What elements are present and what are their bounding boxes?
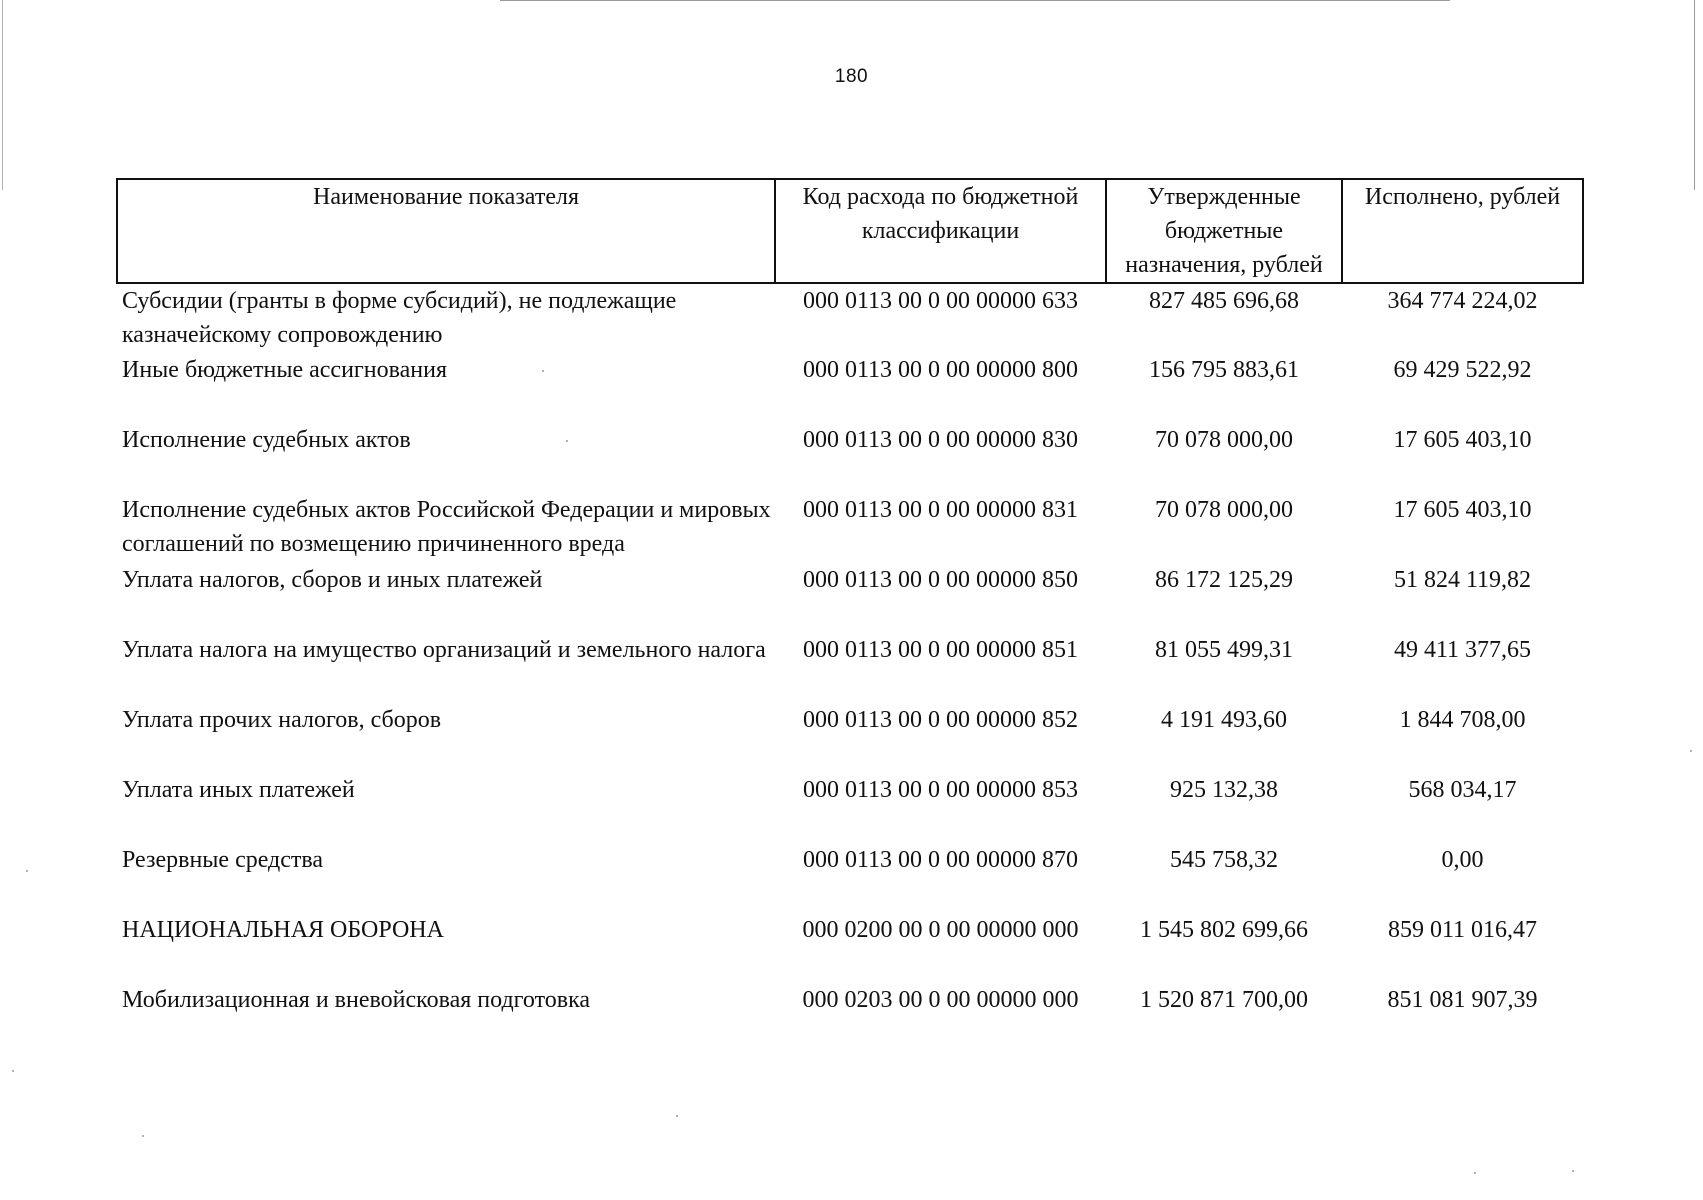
row-expense-code: 000 0113 00 0 00 00000 831 — [802, 497, 1079, 523]
scan-speck — [142, 1135, 144, 1137]
row-expense-code: 000 0113 00 0 00 00000 830 — [802, 427, 1079, 453]
row-indicator-name: Исполнение судебных актов — [122, 427, 411, 453]
row-executed-amount: 568 034,17 — [1408, 777, 1517, 803]
header-expense-code: Код расхода по бюджетной классификации — [775, 179, 1106, 283]
row-indicator-name: Уплата прочих налогов, сборов — [122, 707, 442, 733]
row-approved-amount: 70 078 000,00 — [1155, 427, 1293, 453]
row-executed-amount: 851 081 907,39 — [1387, 987, 1538, 1013]
table-row — [117, 703, 1583, 773]
header-approved-amount: Утвержденные бюджетные назначения, рублей — [1106, 179, 1342, 283]
table-row — [117, 283, 1583, 353]
scan-speck — [1572, 1170, 1574, 1172]
scan-speck — [1474, 1172, 1476, 1174]
scan-speck — [26, 870, 28, 872]
row-expense-code: 000 0113 00 0 00 00000 852 — [802, 707, 1079, 733]
scan-speck — [566, 440, 568, 442]
row-expense-code: 000 0200 00 0 00 00000 000 — [802, 917, 1079, 943]
scan-speck — [12, 1070, 14, 1072]
row-indicator-name: Уплата иных платежей — [122, 777, 355, 803]
scan-speck — [542, 370, 544, 372]
row-indicator-name: Исполнение судебных актов Российской Федерации и мировых соглашений по возмещению причиненного вреда — [122, 497, 771, 557]
row-executed-amount: 859 011 016,47 — [1387, 917, 1538, 943]
table-body — [117, 283, 1583, 1053]
row-indicator-name: НАЦИОНАЛЬНАЯ ОБОРОНА — [122, 917, 444, 943]
row-approved-amount: 1 520 871 700,00 — [1140, 987, 1308, 1013]
table-row — [117, 563, 1583, 633]
table-header — [117, 179, 1583, 283]
row-executed-amount: 364 774 224,02 — [1387, 288, 1538, 314]
table-row — [117, 423, 1583, 493]
row-approved-amount: 1 545 802 699,66 — [1140, 917, 1308, 943]
table-row — [117, 913, 1583, 983]
row-indicator-name: Резервные средства — [122, 847, 324, 873]
row-executed-amount: 51 824 119,82 — [1393, 567, 1532, 593]
scan-speck — [676, 1115, 678, 1117]
table-row — [117, 773, 1583, 843]
row-approved-amount: 827 485 696,68 — [1149, 288, 1299, 314]
table-row — [117, 493, 1583, 563]
row-executed-amount: 1 844 708,00 — [1399, 707, 1526, 733]
row-approved-amount: 4 191 493,60 — [1161, 707, 1287, 733]
table-row — [117, 353, 1583, 423]
row-approved-amount: 70 078 000,00 — [1155, 497, 1293, 523]
row-expense-code: 000 0113 00 0 00 00000 800 — [802, 357, 1079, 383]
row-indicator-name: Иные бюджетные ассигнования — [122, 357, 447, 383]
row-approved-amount: 925 132,38 — [1170, 777, 1278, 803]
budget-execution-table — [116, 178, 1584, 1053]
row-approved-amount: 86 172 125,29 — [1155, 567, 1293, 593]
scan-edge-left — [2, 0, 3, 190]
scan-speck — [1690, 750, 1692, 752]
scan-edge-top — [500, 0, 1450, 1]
row-indicator-name: Субсидии (гранты в форме субсидий), не подлежащие казначейскому сопровождению — [122, 288, 677, 348]
row-executed-amount: 17 605 403,10 — [1393, 497, 1532, 523]
row-indicator-name: Уплата налога на имущество организаций и земельного налога — [122, 637, 766, 663]
table-row — [117, 983, 1583, 1053]
table-row — [117, 843, 1583, 913]
row-expense-code: 000 0203 00 0 00 00000 000 — [802, 987, 1079, 1013]
row-expense-code: 000 0113 00 0 00 00000 853 — [802, 777, 1079, 803]
row-approved-amount: 156 795 883,61 — [1149, 357, 1299, 383]
row-expense-code: 000 0113 00 0 00 00000 850 — [802, 567, 1079, 593]
row-indicator-name: Мобилизационная и вневойсковая подготовка — [122, 987, 591, 1013]
row-expense-code: 000 0113 00 0 00 00000 870 — [802, 847, 1079, 873]
row-indicator-name: Уплата налогов, сборов и иных платежей — [122, 567, 543, 593]
row-expense-code: 000 0113 00 0 00 00000 633 — [802, 288, 1079, 314]
header-row — [117, 179, 1583, 283]
table-row — [117, 633, 1583, 703]
header-indicator-name: Наименование показателя — [117, 179, 775, 283]
row-executed-amount: 17 605 403,10 — [1393, 427, 1532, 453]
row-executed-amount: 0,00 — [1441, 847, 1484, 873]
scan-edge-right — [1694, 0, 1695, 190]
row-executed-amount: 49 411 377,65 — [1393, 637, 1532, 663]
row-executed-amount: 69 429 522,92 — [1393, 357, 1532, 383]
row-expense-code: 000 0113 00 0 00 00000 851 — [802, 637, 1079, 663]
row-approved-amount: 545 758,32 — [1170, 847, 1278, 873]
page-number: 180 — [834, 66, 869, 87]
row-approved-amount: 81 055 499,31 — [1155, 637, 1293, 663]
header-executed-amount: Исполнено, рублей — [1342, 179, 1583, 283]
